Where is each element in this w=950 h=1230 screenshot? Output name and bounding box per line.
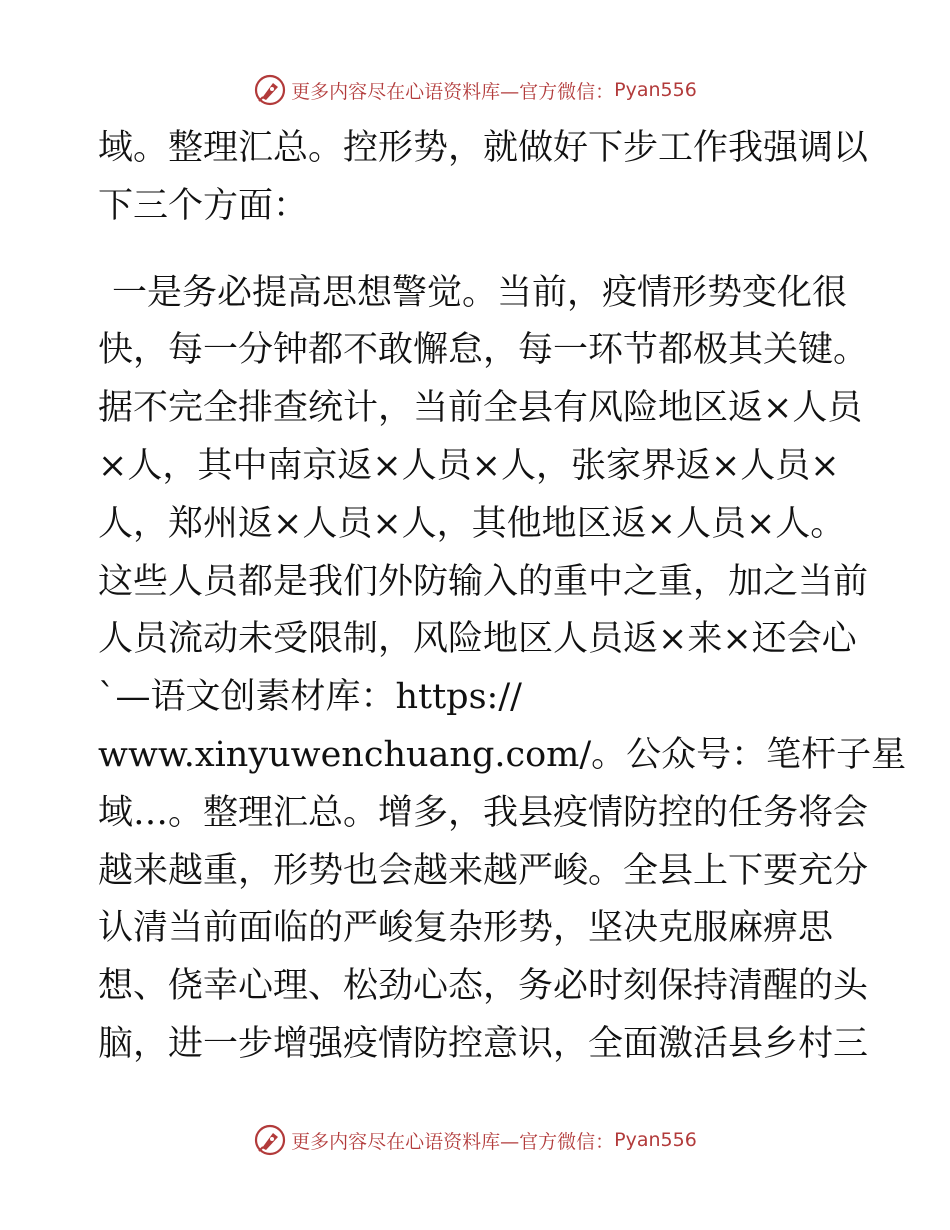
- text-line: 快，每一分钟都不敢懈怠，每一环节都极其关键。: [98, 330, 869, 371]
- text-line: 想、侥幸心理、松劲心态，务必时刻保持清醒的头: [98, 966, 869, 1007]
- text-line: 这些人员都是我们外防输入的重中之重，加之当前: [98, 561, 869, 602]
- footer-banner: [0, 1120, 950, 1160]
- pen-nib-logo-icon: [253, 1123, 287, 1157]
- text-line: 域。整理汇总。控形势，就做好下步工作我强调以: [98, 128, 869, 168]
- text-line: 人，郑州返×人员×人，其他地区返×人员×人。: [98, 503, 846, 544]
- paragraph-2: [98, 265, 907, 1074]
- footer-banner-text: 更多内容尽在心语资料库—官方微信：: [291, 1130, 615, 1153]
- header-banner: [0, 70, 950, 110]
- text-line: 人员流动未受限制，风险地区人员返×来×还会心: [98, 619, 857, 660]
- text-line: `—语文创素材库：https://: [98, 677, 522, 718]
- header-banner-text: 更多内容尽在心语资料库—官方微信：: [291, 80, 615, 103]
- text-line: www.xinyuwenchuang.com/。公众号：笔杆子星: [98, 734, 907, 775]
- text-line: 一是务必提高思想警觉。当前，疫情形势变化很: [112, 272, 848, 313]
- text-line: ×人，其中南京返×人员×人，张家界返×人员×: [98, 445, 840, 486]
- footer-banner-wechat: Pyan556: [614, 1129, 697, 1151]
- text-line: 域…。整理汇总。增多，我县疫情防控的任务将会: [98, 792, 869, 833]
- text-line: 越来越重，形势也会越来越严峻。全县上下要充分: [98, 850, 869, 891]
- document-body: [98, 120, 907, 1074]
- text-line: 据不完全排查统计，当前全县有风险地区返×人员: [98, 388, 863, 429]
- pen-nib-logo-icon: [253, 73, 287, 107]
- paragraph-1: [98, 120, 869, 236]
- text-line: 认清当前面临的严峻复杂形势，坚决克服麻痹思: [98, 908, 834, 949]
- header-banner-wechat: Pyan556: [614, 79, 697, 101]
- text-line: 脑，进一步增强疫情防控意识，全面激活县乡村三: [98, 1023, 869, 1064]
- text-line: 下三个方面：: [98, 185, 309, 226]
